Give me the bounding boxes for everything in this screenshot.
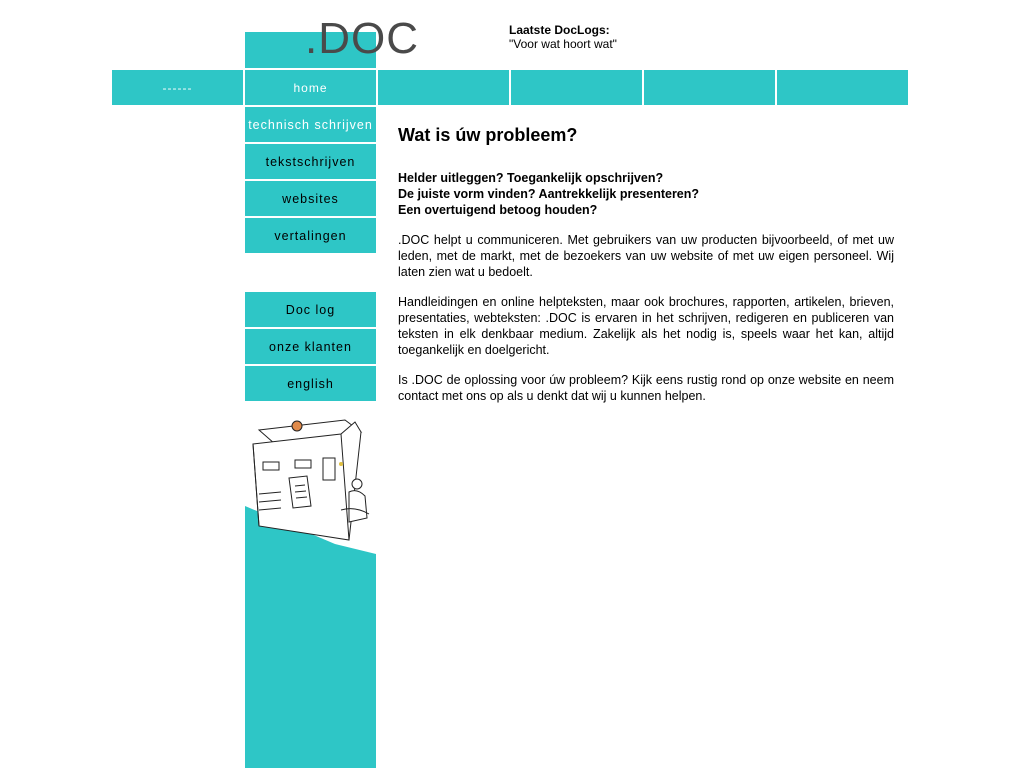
sidebar-item-tekstschrijven[interactable]: tekstschrijven (265, 154, 356, 169)
document-machine-illustration (245, 414, 376, 554)
sidebar-item-vertalingen[interactable]: vertalingen (274, 228, 347, 243)
lead-line: Een overtuigend betoog houden? (398, 203, 598, 217)
paragraph-contact: Is .DOC de oplossing voor úw probleem? Kijk eens rustig rond op onze website en neem contact met ons op als u denkt dat wij u kunnen helpen. (398, 373, 894, 403)
site-logo[interactable]: .DOC (305, 14, 419, 63)
divider (245, 68, 376, 70)
paragraph-intro: .DOC helpt u communiceren. Met gebruikers van uw producten bijvoorbeeld, of met uw leden, met de markt, met de bezoekers van uw website of met uw eigen personeel. Wij laten zien wat u bedoelt. (398, 233, 894, 279)
sidebar-item-english[interactable]: english (287, 376, 334, 391)
page-title: Wat is úw probleem? (398, 125, 578, 145)
lead-line: De juiste vorm vinden? Aantrekkelijk presenteren? (398, 187, 700, 201)
topnav-item-4[interactable] (511, 70, 642, 105)
sidebar-item-onze-klanten[interactable]: onze klanten (269, 339, 352, 354)
divider (245, 253, 376, 292)
lead-line: Helder uitleggen? Toegankelijk opschrijven? (398, 171, 664, 185)
news-heading: Laatste DocLogs: (509, 23, 610, 37)
news-item-link[interactable]: "Voor wat hoort wat" (509, 37, 617, 51)
latest-doclogs (509, 23, 617, 51)
topnav-item-3[interactable] (378, 70, 509, 105)
topnav-item-dashes[interactable]: ------ (112, 70, 243, 105)
topnav-item-6[interactable] (777, 70, 908, 105)
sidebar-item-doc-log[interactable]: Doc log (285, 302, 336, 317)
topnav-item-5[interactable] (644, 70, 775, 105)
paragraph-services: Handleidingen en online helpteksten, maar ook brochures, rapporten, artikelen, brieven, presentaties, webteksten: .DOC is ervaren in het schrijven, redigeren en publiceren van teksten in elk denkbaar medium. Zakelijk als het nodig is, speels waar het kan, altijd toegankelijk en doelgericht. (398, 295, 894, 357)
top-navigation (112, 70, 908, 105)
topnav-item-home[interactable]: home (245, 70, 376, 105)
sidebar-item-technisch-schrijven[interactable]: technisch schrijven (248, 117, 373, 132)
divider (245, 401, 376, 414)
main-content (398, 124, 894, 418)
lead-text (398, 170, 894, 218)
sidebar-item-websites[interactable]: websites (282, 191, 339, 206)
